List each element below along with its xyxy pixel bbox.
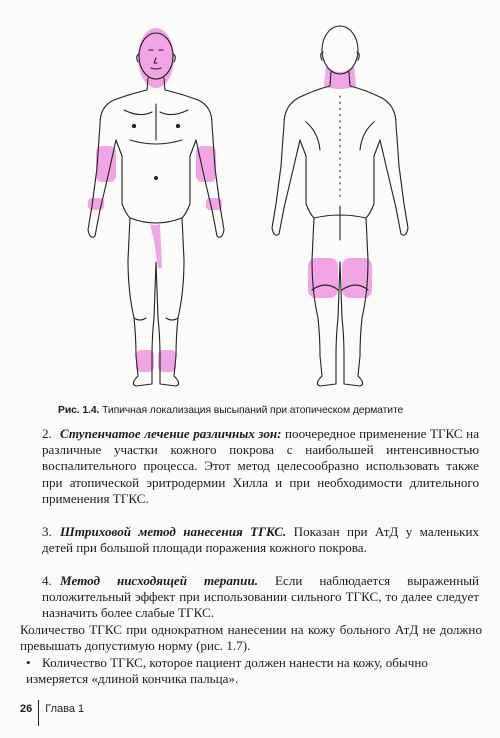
bullet-text: Количество ТГКС, которое пациент должен нанести на кожу, обычно измеряется «длиной кончика пальца». xyxy=(26,655,428,687)
front-figure xyxy=(88,28,224,386)
back-figure xyxy=(272,26,408,386)
caption-label: Рис. 1.4. xyxy=(58,405,100,416)
item-number: 4. xyxy=(42,573,52,588)
item-text: Показан при АтД у маленьких детей при большой площади поражения кожного покрова. xyxy=(42,524,480,556)
list-item xyxy=(42,426,479,507)
chapter-label: Глава 1 xyxy=(45,702,85,715)
item-number: 3. xyxy=(42,524,52,539)
page-footer xyxy=(20,696,84,722)
list-item xyxy=(42,573,479,622)
item-lead: Ступенчатое лечение различных зон: xyxy=(60,426,282,441)
paragraph: Количество ТГКС при однократном нанесении на кожу больного АтД не должно превышать допустимую норму (рис. 1.7). xyxy=(20,622,482,654)
item-lead: Метод нисходящей терапии. xyxy=(60,573,259,588)
groin-highlight xyxy=(150,224,162,268)
ankle-left-highlight xyxy=(136,350,154,372)
item-number: 2. xyxy=(42,426,52,441)
ankle-right-highlight xyxy=(158,350,176,372)
page-number: 26 xyxy=(20,702,33,715)
list-item xyxy=(42,524,479,556)
bullet-symbol: • xyxy=(26,655,31,670)
navel xyxy=(155,177,158,180)
item-text: Если наблюдается выраженный положительный эффект при использовании сильного ТГКС, то далее следует назначить более слабые ТГКС. xyxy=(42,573,479,621)
nipple-right xyxy=(176,124,179,127)
footer-divider xyxy=(38,700,39,726)
nipple-left xyxy=(132,124,135,127)
front-highlights xyxy=(88,28,222,372)
item-text: поочередное применение ТГКС на различные участки кожного покрова с наибольшей интенсивностью воспалительного процесса. Этот метод целесообразно использовать также при атопической эритродермии Хилла и при необходимости длительного применения ТГКС. xyxy=(42,426,479,506)
figure-caption xyxy=(58,405,488,416)
item-lead: Штриховой метод нанесения ТГКС. xyxy=(60,524,287,539)
caption-text: Типичная локализация высыпаний при атопическом дерматите xyxy=(102,405,404,416)
bullet-item xyxy=(26,655,486,687)
